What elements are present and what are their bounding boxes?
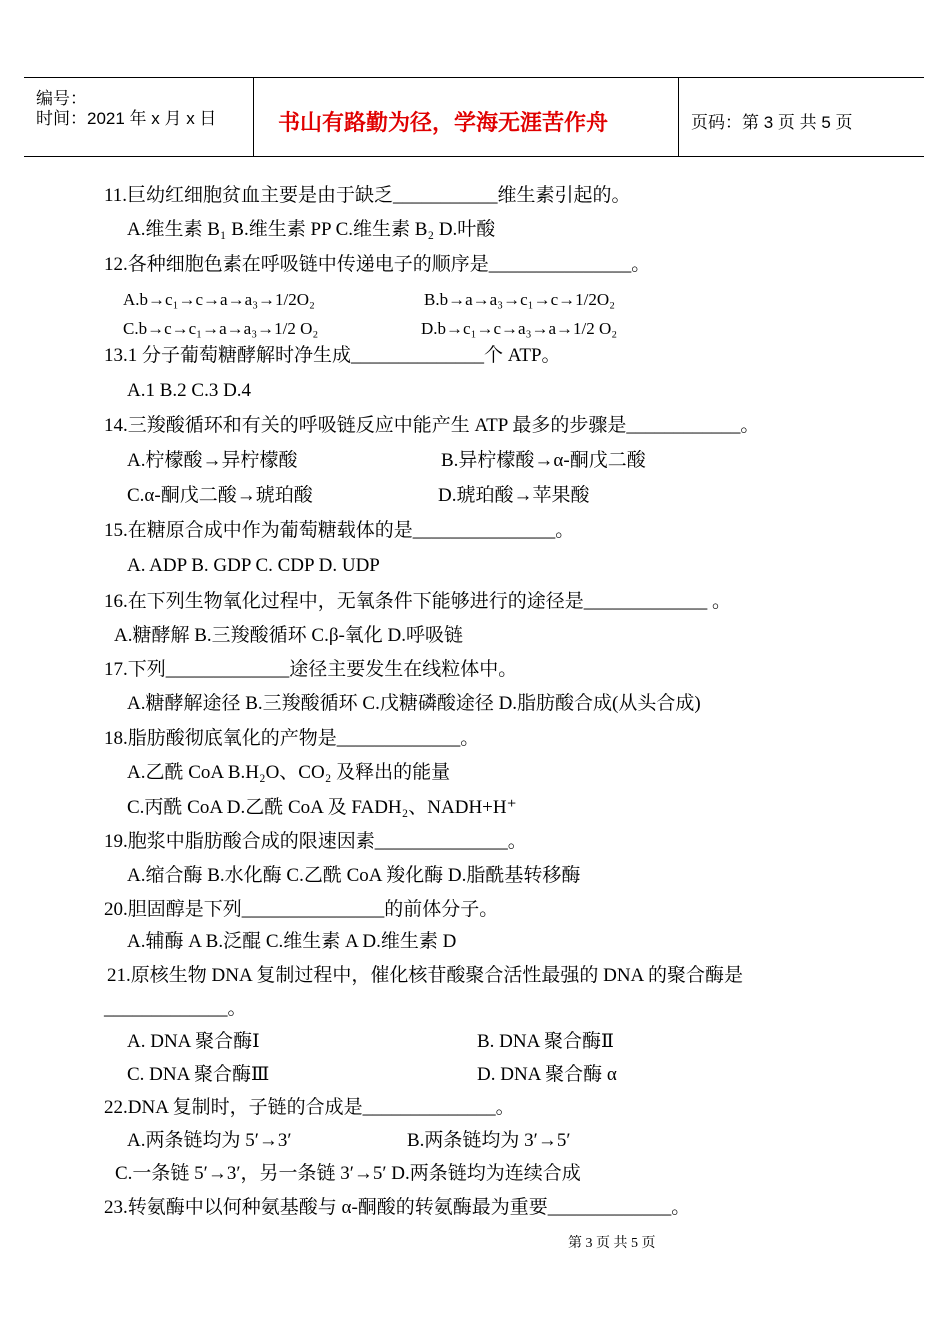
option-21c: C. DNA 聚合酶Ⅲ [127,1064,270,1085]
question-23: 23.转氨酶中以何种氨基酸与 α-酮酸的转氨酶最为重要_____________。 [104,1197,691,1218]
page-header [24,77,924,157]
option-12b: B.b→a→a₃→c₁→c→1/2O₂ [424,290,616,309]
page-footer: 第 3 页 共 5 页 [568,1236,656,1251]
options-22cd: C.一条链 5′→3′，另一条链 3′→5′ D.两条链均为连续合成 [115,1163,581,1184]
question-21-blank: _____________。 [104,998,247,1019]
question-19: 19.胞浆中脂肪酸合成的限速因素______________。 [104,831,527,852]
option-21b: B. DNA 聚合酶Ⅱ [477,1031,614,1052]
options-13: A.1 B.2 C.3 D.4 [127,380,252,401]
question-18: 18.脂肪酸彻底氧化的产物是_____________。 [104,728,480,749]
options-15: A. ADP B. GDP C. CDP D. UDP [127,555,380,576]
question-16: 16.在下列生物氧化过程中，无氧条件下能够进行的途径是_____________ 。 [104,591,732,612]
question-17: 17.下列_____________途径主要发生在线粒体中。 [104,659,518,680]
options-18ab: A.乙酰 CoA B.H₂O、CO₂ 及释出的能量 [127,762,451,783]
options-16: A.糖酵解 B.三羧酸循环 C.β-氧化 D.呼吸链 [114,625,464,646]
question-15: 15.在糖原合成中作为葡萄糖载体的是_______________。 [104,520,575,541]
option-22a: A.两条链均为 5′→3′ [127,1130,292,1151]
serial-number-label: 编号： [36,89,87,108]
options-20: A.辅酶 A B.泛醌 C.维生素 A D.维生素 D [127,931,457,952]
question-22: 22.DNA 复制时，子链的合成是______________。 [104,1097,515,1118]
header-meta-cell [24,78,254,156]
question-20: 20.胆固醇是下列_______________的前体分子。 [104,899,499,920]
option-21d: D. DNA 聚合酶 α [477,1064,617,1085]
option-14a: A.柠檬酸→异柠檬酸 [127,450,298,471]
question-13: 13.1 分子葡萄糖酵解时净生成______________个 ATP。 [104,345,561,366]
option-12d: D.b→c₁→c→a₃→a→1/2 O₂ [421,319,618,338]
header-motto-cell [254,78,679,156]
motto: 书山有路勤为径，学海无涯苦作舟 [278,111,609,136]
page-info: 页码：第 3 页 共 5 页 [691,113,853,132]
options-19: A.缩合酶 B.水化酶 C.乙酰 CoA 羧化酶 D.脂酰基转移酶 [127,865,581,886]
option-14b: B.异柠檬酸→α-酮戊二酸 [441,450,646,471]
options-18cd: C.丙酰 CoA D.乙酰 CoA 及 FADH₂、NADH+H⁺ [127,797,517,818]
option-14c: C.α-酮戊二酸→琥珀酸 [127,485,313,506]
option-12c: C.b→c→c₁→a→a₃→1/2 O₂ [123,319,319,338]
question-21: 21.原核生物 DNA 复制过程中，催化核苷酸聚合活性最强的 DNA 的聚合酶是 [107,965,743,986]
options-11: A.维生素 B₁ B.维生素 PP C.维生素 B₂ D.叶酸 [127,219,496,240]
question-14: 14.三羧酸循环和有关的呼吸链反应中能产生 ATP 最多的步骤是____________。 [104,415,760,436]
question-11: 11.巨幼红细胞贫血主要是由于缺乏___________维生素引起的。 [104,185,631,206]
options-17: A.糖酵解途径 B.三羧酸循环 C.戊糖磷酸途径 D.脂肪酸合成(从头合成) [127,693,701,714]
time-label: 时间：2021 年 x 月 x 日 [36,109,217,128]
option-21a: A. DNA 聚合酶Ⅰ [127,1031,260,1052]
option-22b: B.两条链均为 3′→5′ [407,1130,571,1151]
question-12: 12.各种细胞色素在呼吸链中传递电子的顺序是_______________。 [104,254,651,275]
option-14d: D.琥珀酸→苹果酸 [438,485,590,506]
header-page-cell [679,78,924,156]
option-12a: A.b→c₁→c→a→a₃→1/2O₂ [123,290,315,309]
